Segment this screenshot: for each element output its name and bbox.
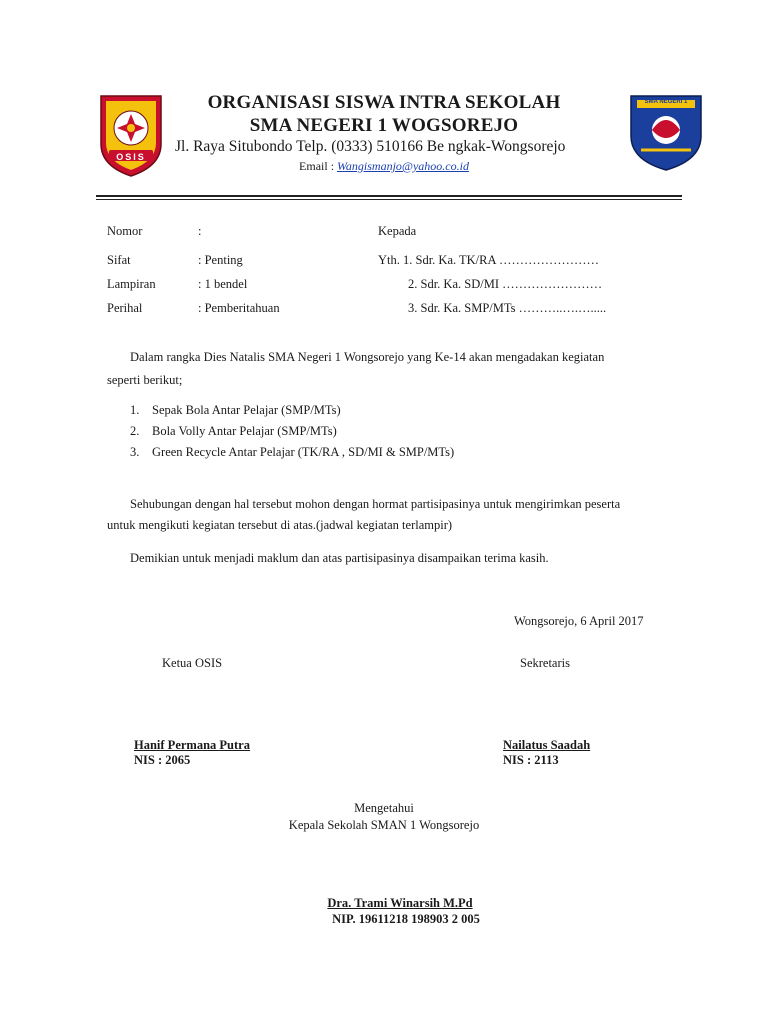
org-title: ORGANISASI SISWA INTRA SEKOLAH [207, 92, 561, 113]
email-label: Email : [299, 159, 338, 173]
paragraph-2-line-1: Sehubungan dengan hal tersebut mohon dengan hormat partisipasinya untuk mengirimkan peserta [130, 497, 621, 511]
lampiran-label: Lampiran [107, 277, 156, 291]
list-item-number: 2. [130, 424, 140, 438]
left-signer-name: Hanif Permana Putra [134, 738, 250, 752]
left-signer-role: Ketua OSIS [162, 656, 223, 670]
header-divider-thin [96, 199, 682, 200]
principal-name: Dra. Trami Winarsih M.Pd [327, 896, 473, 910]
intro-line-1: Dalam rangka Dies Natalis SMA Negeri 1 Wongsorejo yang Ke-14 akan mengadakan kegiatan [130, 350, 605, 364]
recipient-line-2: 2. Sdr. Ka. SD/MI …………………… [408, 277, 603, 291]
recipient-line-1: Yth. 1. Sdr. Ka. TK/RA …………………… [378, 253, 599, 267]
recipient-line-3: 3. Sdr. Ka. SMP/MTs ………..….…..... [408, 301, 607, 315]
approval-label: Mengetahui [354, 801, 414, 815]
perihal-value: : Pemberitahuan [198, 301, 280, 315]
list-item-text: Green Recycle Antar Pelajar (TK/RA , SD/MI & SMP/MTs) [152, 445, 455, 459]
school-logo-text: SMA NEGERI 1 [644, 99, 688, 105]
paragraph-2-line-2: untuk mengikuti kegiatan tersebut di atas.(jadwal kegiatan terlampir) [107, 518, 453, 532]
list-item-number: 1. [130, 403, 140, 417]
recipient-heading: Kepada [378, 224, 417, 238]
osis-logo-text: OSIS [116, 152, 146, 162]
list-item-number: 3. [130, 445, 140, 459]
nomor-label: Nomor [107, 224, 143, 238]
right-signer-role: Sekretaris [520, 656, 570, 670]
address: Jl. Raya Situbondo Telp. (0333) 510166 Be ngkak-Wongsorejo [175, 138, 566, 155]
lampiran-value: : 1 bendel [198, 277, 248, 291]
place-date: Wongsorejo, 6 April 2017 [514, 614, 644, 628]
list-item-text: Sepak Bola Antar Pelajar (SMP/MTs) [152, 403, 341, 417]
nomor-value: : [198, 224, 202, 238]
header-divider [96, 195, 682, 197]
sifat-value: : Penting [198, 253, 243, 267]
sifat-label: Sifat [107, 253, 131, 267]
right-signer-name: Nailatus Saadah [503, 738, 591, 752]
right-signer-id: NIS : 2113 [503, 753, 559, 767]
intro-line-2: seperti berikut; [107, 373, 183, 387]
email-link[interactable]: Wangismanjo@yahoo.co.id [337, 159, 469, 173]
email-line [0, 159, 768, 174]
left-signer-id: NIS : 2065 [134, 753, 191, 767]
principal-id: NIP. 19611218 198903 2 005 [332, 912, 480, 926]
perihal-label: Perihal [107, 301, 143, 315]
approval-role: Kepala Sekolah SMAN 1 Wongsorejo [288, 818, 480, 832]
closing-paragraph: Demikian untuk menjadi maklum dan atas partisipasinya disampaikan terima kasih. [130, 551, 549, 565]
list-item-text: Bola Volly Antar Pelajar (SMP/MTs) [152, 424, 337, 438]
school-name: SMA NEGERI 1 WOGSOREJO [249, 115, 519, 136]
